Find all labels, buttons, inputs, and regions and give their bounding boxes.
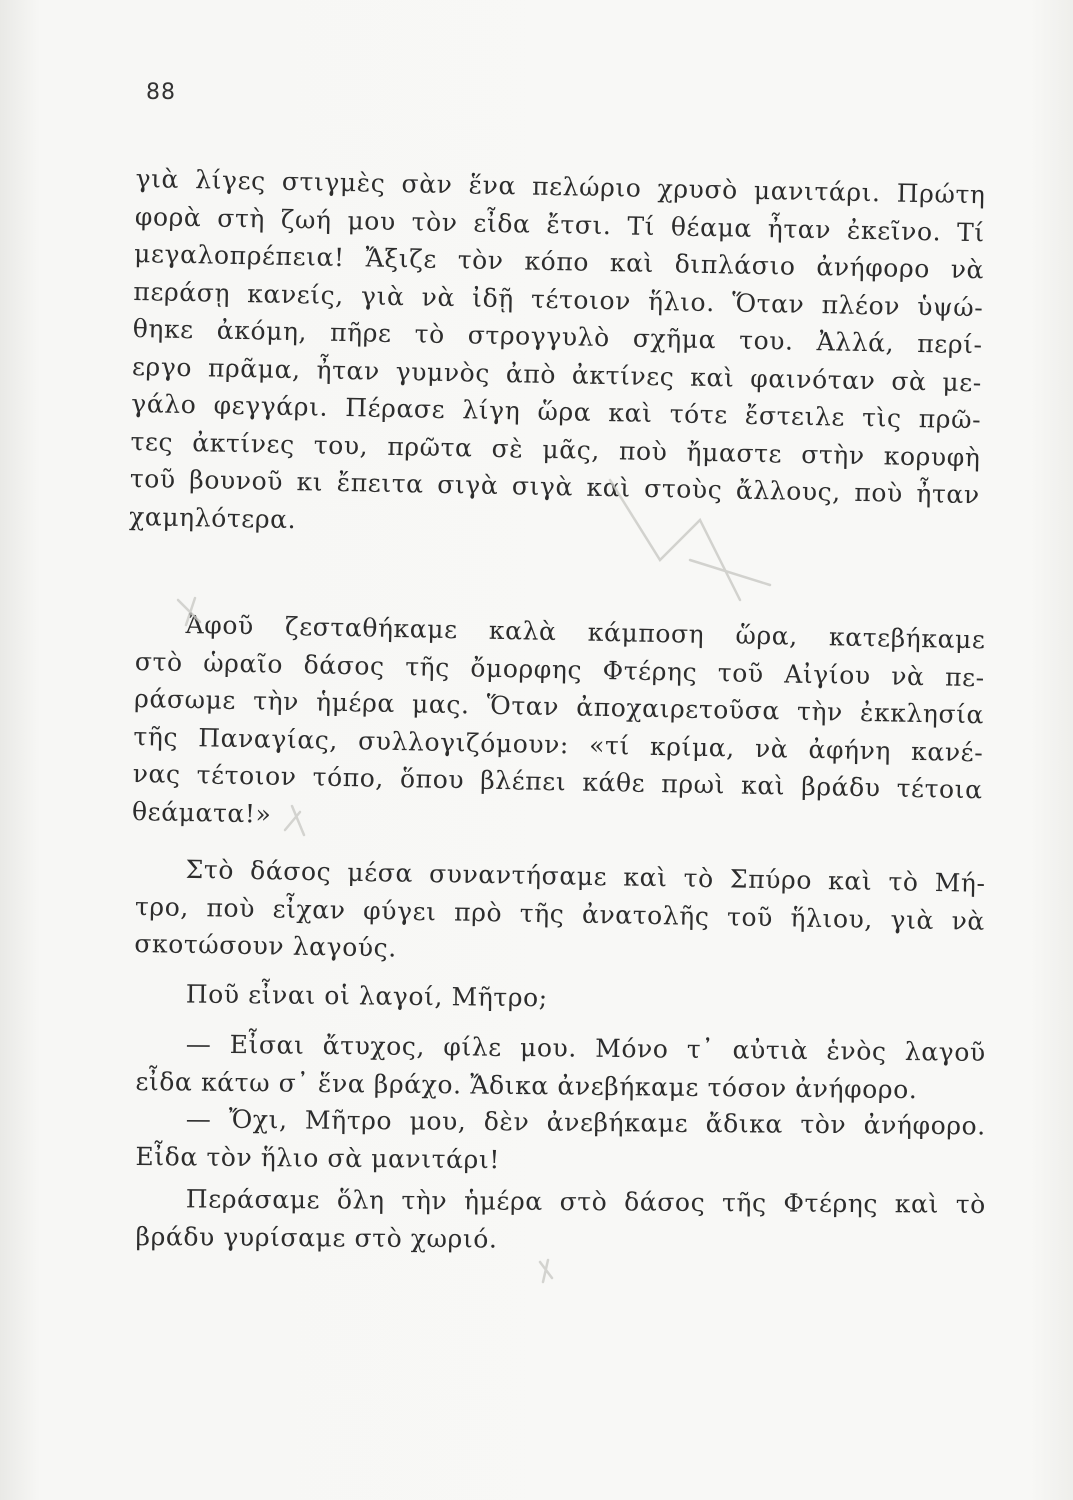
text-line: γιὰ λίγες στιγμὲς σὰν ἕνα πελώριο χρυσὸ μανιτάρι. Πρώτη: [135, 163, 986, 210]
paragraph-4: [136, 975, 986, 1021]
text-line: στὸ ὡραῖο δάσος τῆς ὄμορφης Φτέρης τοῦ Αἰγίου νὰ πε-: [134, 646, 986, 692]
text-line: — Ὄχι, Μῆτρο μου, δὲν ἀνεβήκαμε ἄδικα τὸν ἀνήφορο.: [185, 1104, 986, 1141]
text-line: φορὰ στὴ ζωή μου τὸν εἶδα ἔτσι. Τί θέαμα ἦταν ἐκεῖνο. Τί: [134, 201, 986, 247]
text-line: εἶδα κάτω σ᾽ ἕνα βράχο. Ἄδικα ἀνεβήκαμε τόσον ἀνήφορο.: [135, 1066, 918, 1104]
text-line: θεάματα!»: [131, 796, 272, 829]
text-line: εργο πρᾶμα, ἦταν γυμνὸς ἀπὸ ἀκτίνες καὶ φαινόταν σὰ με-: [131, 351, 983, 397]
text-line: ράσωμε τὴν ἡμέρα μας. Ὅταν ἀποχαιρετοῦσα τὴν ἐκκλησία: [133, 683, 985, 730]
text-line: — Εἶσαι ἄτυχος, φίλε μου. Μόνο τ᾽ αὐτιὰ ἑνὸς λαγοῦ: [185, 1029, 986, 1067]
text-line: νας τέτοιον τόπο, ὅπου βλέπει κάθε πρωὶ καὶ βράδυ τέτοια: [132, 758, 983, 805]
page-number: 88: [146, 80, 176, 105]
paragraph-5: [135, 1025, 986, 1109]
paragraph-2: [132, 605, 986, 846]
paragraph-1: [129, 160, 986, 551]
text-line: Περάσαμε ὅλη τὴν ἡμέρα στὸ δάσος τῆς Φτέρης καὶ τὸ: [185, 1184, 986, 1219]
text-line: χαμηλότερα.: [128, 501, 297, 534]
text-line: Στὸ δάσος μέσα συναντήσαμε καὶ τὸ Σπύρο καὶ τὸ Μή-: [185, 854, 986, 898]
text-line: γάλο φεγγάρι. Πέρασε λίγη ὥρα καὶ τότε ἔστειλε τὶς πρῶ-: [131, 388, 982, 435]
text-line: βράδυ γυρίσαμε στὸ χωριό.: [135, 1221, 498, 1254]
paragraph-7: [135, 1180, 986, 1261]
text-line: τοῦ βουνοῦ κι ἔπειτα σιγὰ σιγὰ καὶ στοὺς ἄλλους, ποὺ ἦταν: [129, 463, 981, 510]
text-line: τρο, ποὺ εἶχαν φύγει πρὸ τῆς ἀνατολῆς τοῦ ἥλιου, γιὰ νὰ: [134, 891, 986, 936]
text-line: σκοτώσουν λαγούς.: [134, 928, 398, 963]
text-line: περάσῃ κανείς, γιὰ νὰ ἰδῇ τέτοιον ἥλιο. Ὅταν πλέον ὑψώ-: [133, 276, 984, 322]
text-line: τῆς Παναγίας, συλλογιζόμουν: «τί κρίμα, νὰ ἀφήνη κανέ-: [133, 721, 984, 767]
text-line: Ποῦ εἶναι οἱ λαγοί, Μῆτρο;: [185, 979, 548, 1013]
paragraph-6: [135, 1100, 986, 1182]
paragraph-3: [134, 850, 986, 977]
text-line: θηκε ἀκόμη, πῆρε τὸ στρογγυλὸ σχῆμα του. Ἀλλά, περί-: [132, 313, 983, 360]
text-line: τες ἀκτίνες του, πρῶτα σὲ μᾶς, ποὺ ἤμαστε στὴν κορυφὴ: [130, 426, 981, 472]
text-line: Εἶδα τὸν ἥλιο σὰ μανιτάρι!: [135, 1141, 501, 1174]
text-line: Ἀφοῦ ζεσταθήκαμε καλὰ κάμποση ὥρα, κατεβήκαμε: [185, 609, 986, 655]
text-line: μεγαλοπρέπεια! Ἄξιζε τὸν κόπο καὶ διπλάσιο ἀνήφορο νὰ: [133, 238, 985, 285]
